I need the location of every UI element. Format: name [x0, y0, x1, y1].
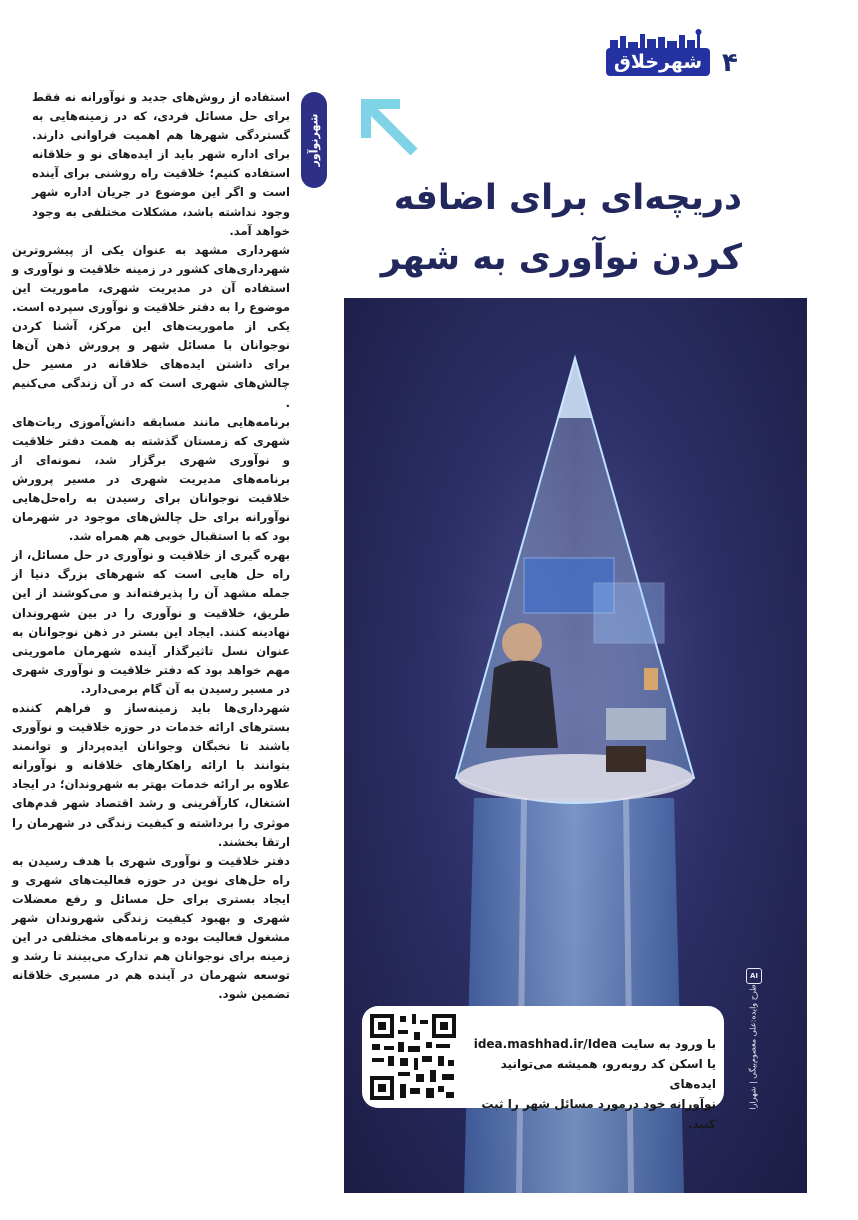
- cta-url-link[interactable]: idea.mashhad.ir/Idea: [473, 1037, 617, 1051]
- headline: [380, 168, 742, 288]
- image-credit: [744, 972, 762, 1122]
- page-number: ۴: [722, 48, 738, 78]
- section-tag: [301, 92, 327, 188]
- arrow-icon: [360, 98, 420, 158]
- skyline-icon: [606, 28, 710, 50]
- cta-box: [362, 1006, 724, 1131]
- image-credit-text: طرح وایده:علی معصوم‌بیگی | شهرارا: [748, 984, 758, 1110]
- article-paragraph: شهرداری مشهد به عنوان یکی از پیشروترین شهرداری‌های کشور در زمینه خلاقیت و نوآوری و استفاده آن در مدیریت شهری، ماموریت این موضوع را به دفتر خلاقیت و نوآوری سپرده است. یکی از ماموریت‌های این مرکز، آشنا کردن نوجوانان با مسائل شهر و پرورش ذهن آن‌ها برای داشتن ایده‌های خلاقانه در مسیر حل چالش‌های شهری است که در آن زندگی می‌کنیم .: [12, 242, 290, 410]
- article-paragraph: شهرداری‌ها باید زمینه‌ساز و فراهم کننده بسترهای ارائه خدمات در حوزه خلاقیت و نوآوری باشند تا نخبگان وجوانان ایده‌پرداز و توانمند بتوانند با ارائه راهکارهای خلاقانه و نوآورانه علاوه بر ارائه خدمات بهتر به شهروندان؛ در ایجاد اشتغال، کارآفرینی و رشد اقتصاد شهر قدم‌های موثری را برداشته و کیفیت زندگی در شهرمان را ارتقا بخشند.: [12, 701, 290, 849]
- cta-line-2: یا اسکن کد روبه‌رو، همیشه می‌توانید ایده‌های: [500, 1057, 716, 1091]
- cta-prefix: با ورود به سایت: [621, 1037, 716, 1051]
- article-paragraph: دفتر خلاقیت و نوآوری شهری با هدف رسیدن به راه حل‌های نوین در حوزه فعالیت‌های شهری و ایجاد بستری برای حل مسائل و رفع معضلات شهری و بهبود کیفیت زندگی شهروندان شهر مشغول فعالیت بوده و برنامه‌های مختلفی در این زمینه برای نوجوانان هم تدارک می‌بینند تا رشد و توسعه شهرمان در آینده هم در مسیری خلاقانه تضمین شود.: [12, 853, 290, 1002]
- article-paragraph: بهره گیری از خلاقیت و نوآوری در حل مسائل، از راه حل هایی است که شهرهای بزرگ دنیا از جمله مشهد آن را پذیرفته‌اند و می‌کوشند از این طریق، خلاقیت و نوآوری را در بین شهروندان نهادینه کنند. ایجاد این بستر در ذهن نوجوانان به عنوان نسل تاثیرگذار آینده شهرمان ماموریتی مهم خواهد بود که دفتر خلاقیت و نوآوری شهری در مسیر رسیدن به آن گام برمی‌دارد.: [12, 548, 290, 696]
- logo: [606, 28, 710, 78]
- cta-text: [462, 1034, 716, 1134]
- article-paragraph: استفاده از روش‌های جدید و نوآورانه نه فقط برای حل مسائل فردی، که در زمینه‌هایی به گستردگی شهرها هم اهمیت فراوانی دارند. برای اداره شهر باید از ایده‌های نو و خلاقانه استفاده کنیم؛ خلاقیت راه روشنی برای آینده است و اگر این موضوع در جریان اداره شهر وجود نداشته باشد، مشکلات مختلفی به وجود خواهد آمد.: [32, 90, 290, 238]
- article-body: [12, 88, 290, 1005]
- article-paragraph: برنامه‌هایی مانند مسابقه دانش‌آموزی ربات‌های شهری که زمستان گذشته به همت دفتر خلاقیت و نوآوری شهری برگزار شد، نمونه‌ای از برنامه‌های مدیریت شهری در مسیر پرورش خلاقیت نوجوانان برای رسیدن به راه‌حل‌هایی نوآورانه برای حل چالش‌های موجود در شهرمان بود که با استقبال خوبی هم همراه شد.: [12, 414, 290, 544]
- cta-line-3: نوآورانه خود درمورد مسائل شهر را ثبت کنید.: [481, 1097, 716, 1131]
- headline-line-1: دریچه‌ای برای اضافه: [393, 178, 742, 218]
- headline-line-2: کردن نوآوری به شهر: [380, 238, 742, 278]
- qr-code[interactable]: [368, 1012, 458, 1102]
- logo-text: شهرخلاق: [606, 48, 710, 76]
- ai-badge: AI: [746, 968, 762, 984]
- section-tag-label: شهرنوآور: [307, 113, 321, 167]
